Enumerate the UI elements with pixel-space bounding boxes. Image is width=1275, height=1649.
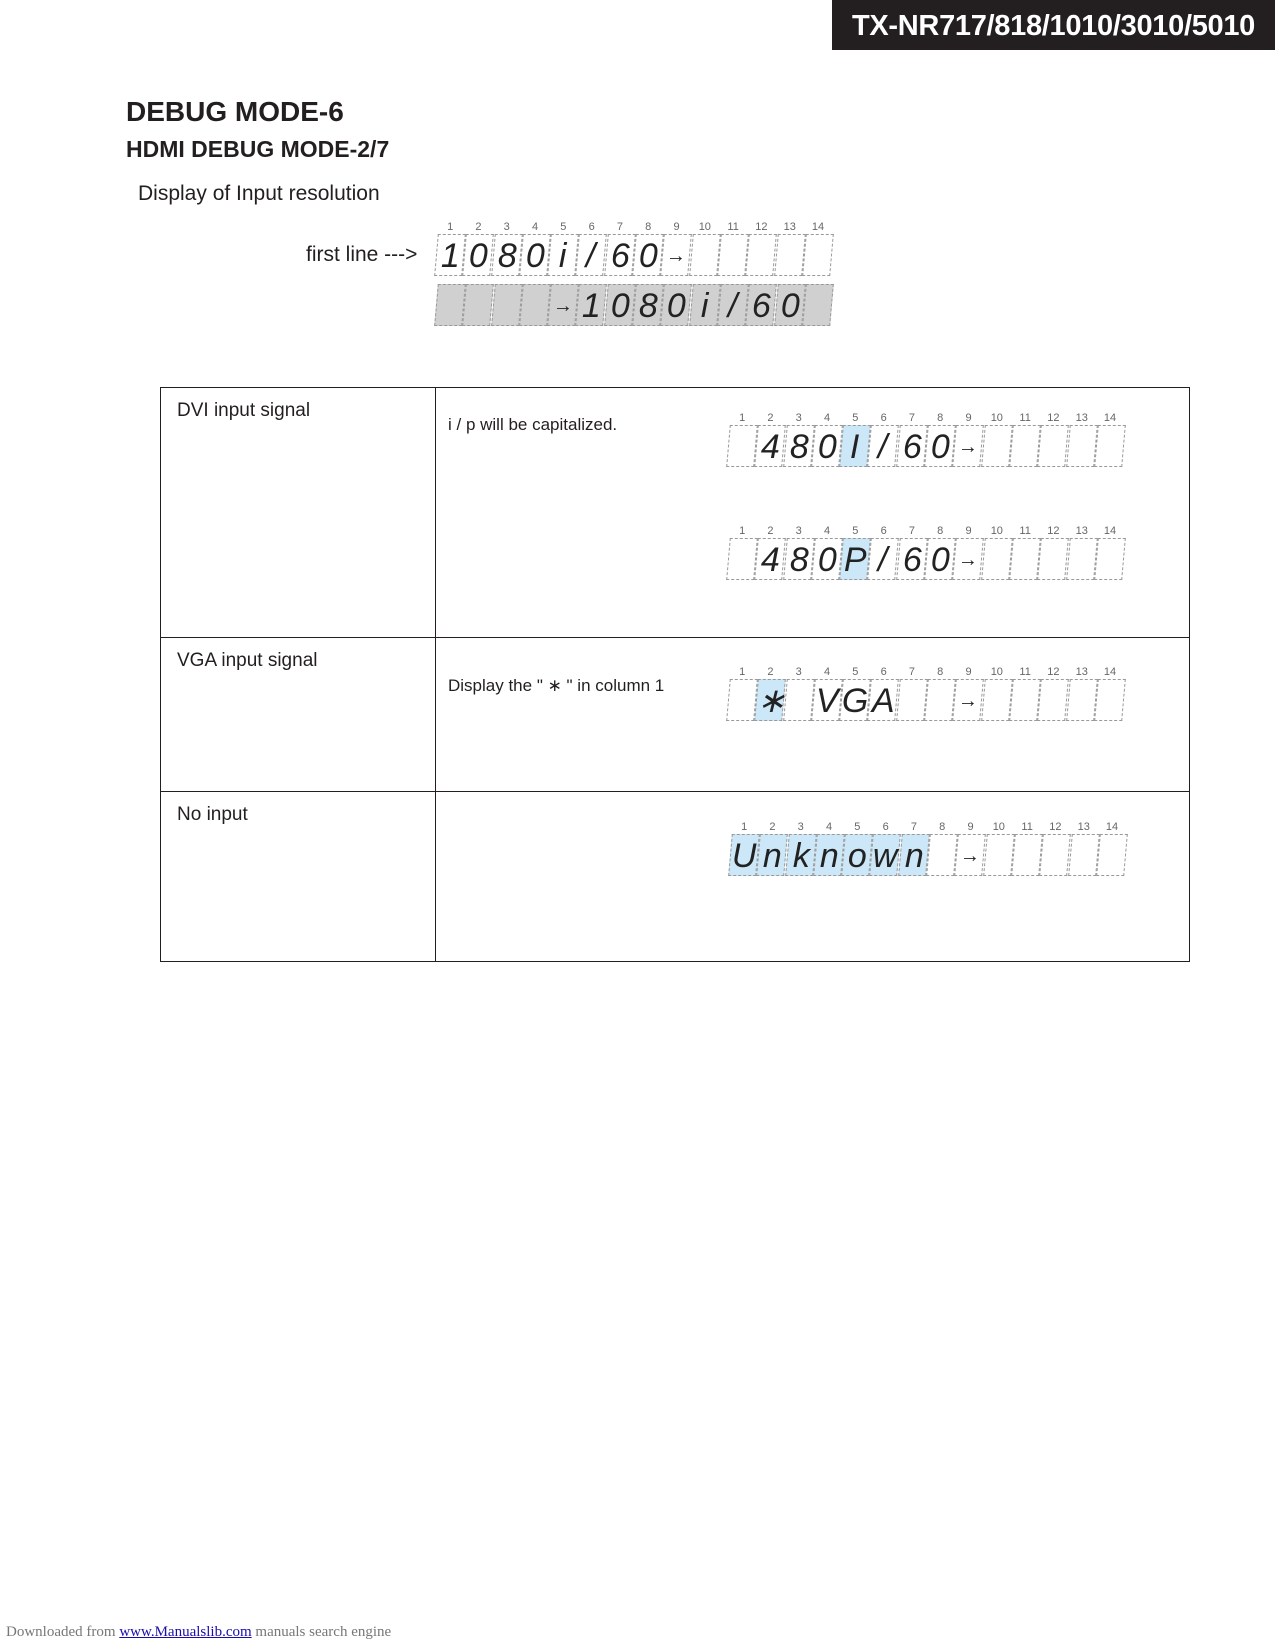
column-number: 6 (880, 525, 887, 537)
table-row-no-input (161, 792, 1190, 962)
model-banner: TX-NR717/818/1010/3010/5010 (832, 0, 1275, 50)
lcd-cell: / (717, 284, 749, 326)
column-number: 11 (1021, 821, 1033, 833)
column-number: 12 (1047, 412, 1060, 424)
lcd-cell: 6 (896, 425, 928, 467)
lcd-display-vga (728, 665, 1124, 721)
lcd-cell: A (868, 679, 900, 721)
column-number: 4 (823, 525, 831, 537)
lcd-cell: o (841, 834, 873, 876)
lcd-cell (726, 538, 758, 580)
column-number: 9 (673, 221, 680, 233)
column-number: 11 (1019, 412, 1031, 424)
column-number: 2 (475, 221, 482, 233)
section-heading: Display of Input resolution (138, 182, 380, 205)
lcd-cell (802, 284, 834, 326)
lcd-cell: i (547, 234, 579, 276)
column-number: 1 (739, 412, 746, 424)
column-number: 3 (503, 221, 510, 233)
lcd-cell (981, 679, 1013, 721)
column-number: 11 (1019, 666, 1031, 678)
column-number: 6 (882, 821, 889, 833)
column-number: 2 (769, 821, 776, 833)
lcd-cell: 0 (774, 284, 806, 326)
lcd-cell: / (576, 234, 608, 276)
lcd-cell (1066, 538, 1098, 580)
lcd-cell: → (953, 538, 985, 580)
column-number: 6 (588, 221, 595, 233)
lcd-cell: 6 (896, 538, 928, 580)
column-number: 14 (1105, 821, 1119, 833)
lcd-cell (802, 234, 834, 276)
lcd-cell (689, 234, 721, 276)
lcd-display-first-line (436, 220, 832, 276)
table-row-vga (161, 638, 1190, 792)
column-number: 5 (560, 221, 567, 233)
lcd-cell: / (868, 538, 900, 580)
lcd-cell (1037, 538, 1069, 580)
lcd-cell: 0 (811, 425, 843, 467)
lcd-cell: 6 (745, 284, 777, 326)
lcd-cell (983, 834, 1015, 876)
lcd-cell (1094, 679, 1126, 721)
page-title: DEBUG MODE-6 (126, 96, 344, 127)
column-number: 1 (447, 221, 454, 233)
lcd-cell: I (839, 425, 871, 467)
row-label: DVI input signal (177, 400, 311, 421)
row-note: Display the " ∗ " in column 1 (448, 676, 665, 695)
column-number: 13 (1075, 666, 1088, 678)
column-number: 1 (739, 666, 746, 678)
lcd-cell (1009, 679, 1041, 721)
column-number: 12 (755, 221, 768, 233)
lcd-cell: U (728, 834, 760, 876)
lcd-cell (1009, 425, 1041, 467)
lcd-cell (1096, 834, 1128, 876)
lcd-cell: i (689, 284, 721, 326)
lcd-cell (1011, 834, 1043, 876)
lcd-cell: 0 (924, 538, 956, 580)
column-number: 7 (910, 821, 917, 833)
column-number: 2 (767, 412, 774, 424)
column-number: 8 (645, 221, 652, 233)
lcd-cell (491, 284, 523, 326)
column-number: 10 (992, 821, 1005, 833)
lcd-cell (1039, 834, 1071, 876)
column-number: 9 (965, 525, 972, 537)
column-number: 3 (795, 525, 802, 537)
lcd-cell: k (785, 834, 817, 876)
column-number: 3 (797, 821, 804, 833)
column-number: 2 (767, 525, 774, 537)
column-number: 10 (990, 412, 1003, 424)
lcd-cell (981, 425, 1013, 467)
column-number: 9 (965, 412, 972, 424)
lcd-cell (1037, 679, 1069, 721)
column-number: 14 (1103, 666, 1117, 678)
lcd-cell (745, 234, 777, 276)
column-number: 9 (967, 821, 974, 833)
column-number: 14 (1103, 412, 1117, 424)
lcd-display-dvi-progressive (728, 524, 1124, 580)
column-number: 5 (852, 666, 859, 678)
lcd-cell (519, 284, 551, 326)
lcd-cell (1066, 679, 1098, 721)
lcd-cell (783, 679, 815, 721)
column-number: 11 (727, 221, 739, 233)
column-number: 7 (908, 525, 915, 537)
column-number: 10 (990, 666, 1003, 678)
column-number: 10 (698, 221, 711, 233)
page-subtitle: HDMI DEBUG MODE-2/7 (126, 136, 390, 162)
lcd-cell (896, 679, 928, 721)
column-number: 9 (965, 666, 972, 678)
table-row-dvi (161, 388, 1190, 638)
lcd-cell (726, 679, 758, 721)
lcd-cell: 1 (434, 234, 466, 276)
lcd-display-no-input (730, 820, 1126, 876)
column-number: 4 (823, 412, 831, 424)
lcd-cell: 4 (754, 425, 786, 467)
column-number: 8 (939, 821, 946, 833)
column-number: 11 (1019, 525, 1031, 537)
lcd-cell (717, 234, 749, 276)
signal-table (160, 387, 1190, 962)
column-number: 5 (852, 525, 859, 537)
column-number: 14 (811, 221, 825, 233)
lcd-cell: G (839, 679, 871, 721)
lcd-cell (926, 834, 958, 876)
lcd-cell: 8 (783, 538, 815, 580)
lcd-cell: 0 (811, 538, 843, 580)
lcd-cell (1037, 425, 1069, 467)
lcd-cell (1094, 538, 1126, 580)
column-number: 7 (616, 221, 623, 233)
column-number: 4 (823, 666, 831, 678)
first-line-label: first line ---> (306, 243, 418, 266)
lcd-cell: n (756, 834, 788, 876)
lcd-cell: 0 (462, 234, 494, 276)
lcd-cell: 0 (519, 234, 551, 276)
lcd-cell: 8 (632, 284, 664, 326)
row-label: No input (177, 804, 248, 825)
lcd-cell: 0 (604, 284, 636, 326)
column-number: 7 (908, 412, 915, 424)
column-number: 12 (1047, 525, 1060, 537)
row-label: VGA input signal (177, 650, 318, 671)
column-number: 6 (880, 666, 887, 678)
lcd-cell (1094, 425, 1126, 467)
column-number: 3 (795, 666, 802, 678)
column-number: 3 (795, 412, 802, 424)
lcd-cell: 8 (783, 425, 815, 467)
lcd-cell (1009, 538, 1041, 580)
lcd-cell: P (839, 538, 871, 580)
lcd-cell: → (955, 834, 987, 876)
column-number: 4 (531, 221, 539, 233)
column-number: 5 (852, 412, 859, 424)
row-note: i / p will be capitalized. (448, 415, 618, 434)
column-number: 12 (1049, 821, 1062, 833)
column-number: 13 (1077, 821, 1090, 833)
lcd-cell (924, 679, 956, 721)
lcd-cell: → (953, 425, 985, 467)
lcd-cell: V (811, 679, 843, 721)
manualslib-link[interactable]: www.Manualslib.com (119, 1624, 252, 1640)
column-number: 13 (783, 221, 796, 233)
column-number: 5 (854, 821, 861, 833)
lcd-cell (981, 538, 1013, 580)
column-number: 1 (739, 525, 746, 537)
column-number: 6 (880, 412, 887, 424)
column-number: 10 (990, 525, 1003, 537)
lcd-cell: n (898, 834, 930, 876)
column-number: 13 (1075, 525, 1088, 537)
lcd-cell: ∗ (754, 679, 786, 721)
lcd-cell: 0 (924, 425, 956, 467)
lcd-cell: 0 (661, 284, 693, 326)
lcd-cell: 8 (491, 234, 523, 276)
lcd-cell: → (661, 234, 693, 276)
lcd-display-second-line (436, 284, 832, 326)
lcd-cell: 1 (576, 284, 608, 326)
column-number: 14 (1103, 525, 1117, 537)
column-number: 12 (1047, 666, 1060, 678)
lcd-cell (1066, 425, 1098, 467)
lcd-cell: n (813, 834, 845, 876)
column-number: 8 (937, 412, 944, 424)
lcd-cell: w (870, 834, 902, 876)
column-number: 13 (1075, 412, 1088, 424)
lcd-cell: → (953, 679, 985, 721)
lcd-cell (726, 425, 758, 467)
lcd-cell: → (547, 284, 579, 326)
column-number: 1 (741, 821, 748, 833)
lcd-cell: 0 (632, 234, 664, 276)
lcd-cell (462, 284, 494, 326)
lcd-cell (774, 234, 806, 276)
lcd-cell: 4 (754, 538, 786, 580)
footer: Downloaded from www.Manualslib.com manuals search engine (6, 1624, 392, 1640)
lcd-cell: 6 (604, 234, 636, 276)
lcd-cell: / (868, 425, 900, 467)
column-number: 2 (767, 666, 774, 678)
column-number: 4 (825, 821, 833, 833)
lcd-display-dvi-interlaced (728, 411, 1124, 467)
column-number: 8 (937, 525, 944, 537)
lcd-cell (434, 284, 466, 326)
column-number: 7 (908, 666, 915, 678)
lcd-cell (1068, 834, 1100, 876)
column-number: 8 (937, 666, 944, 678)
